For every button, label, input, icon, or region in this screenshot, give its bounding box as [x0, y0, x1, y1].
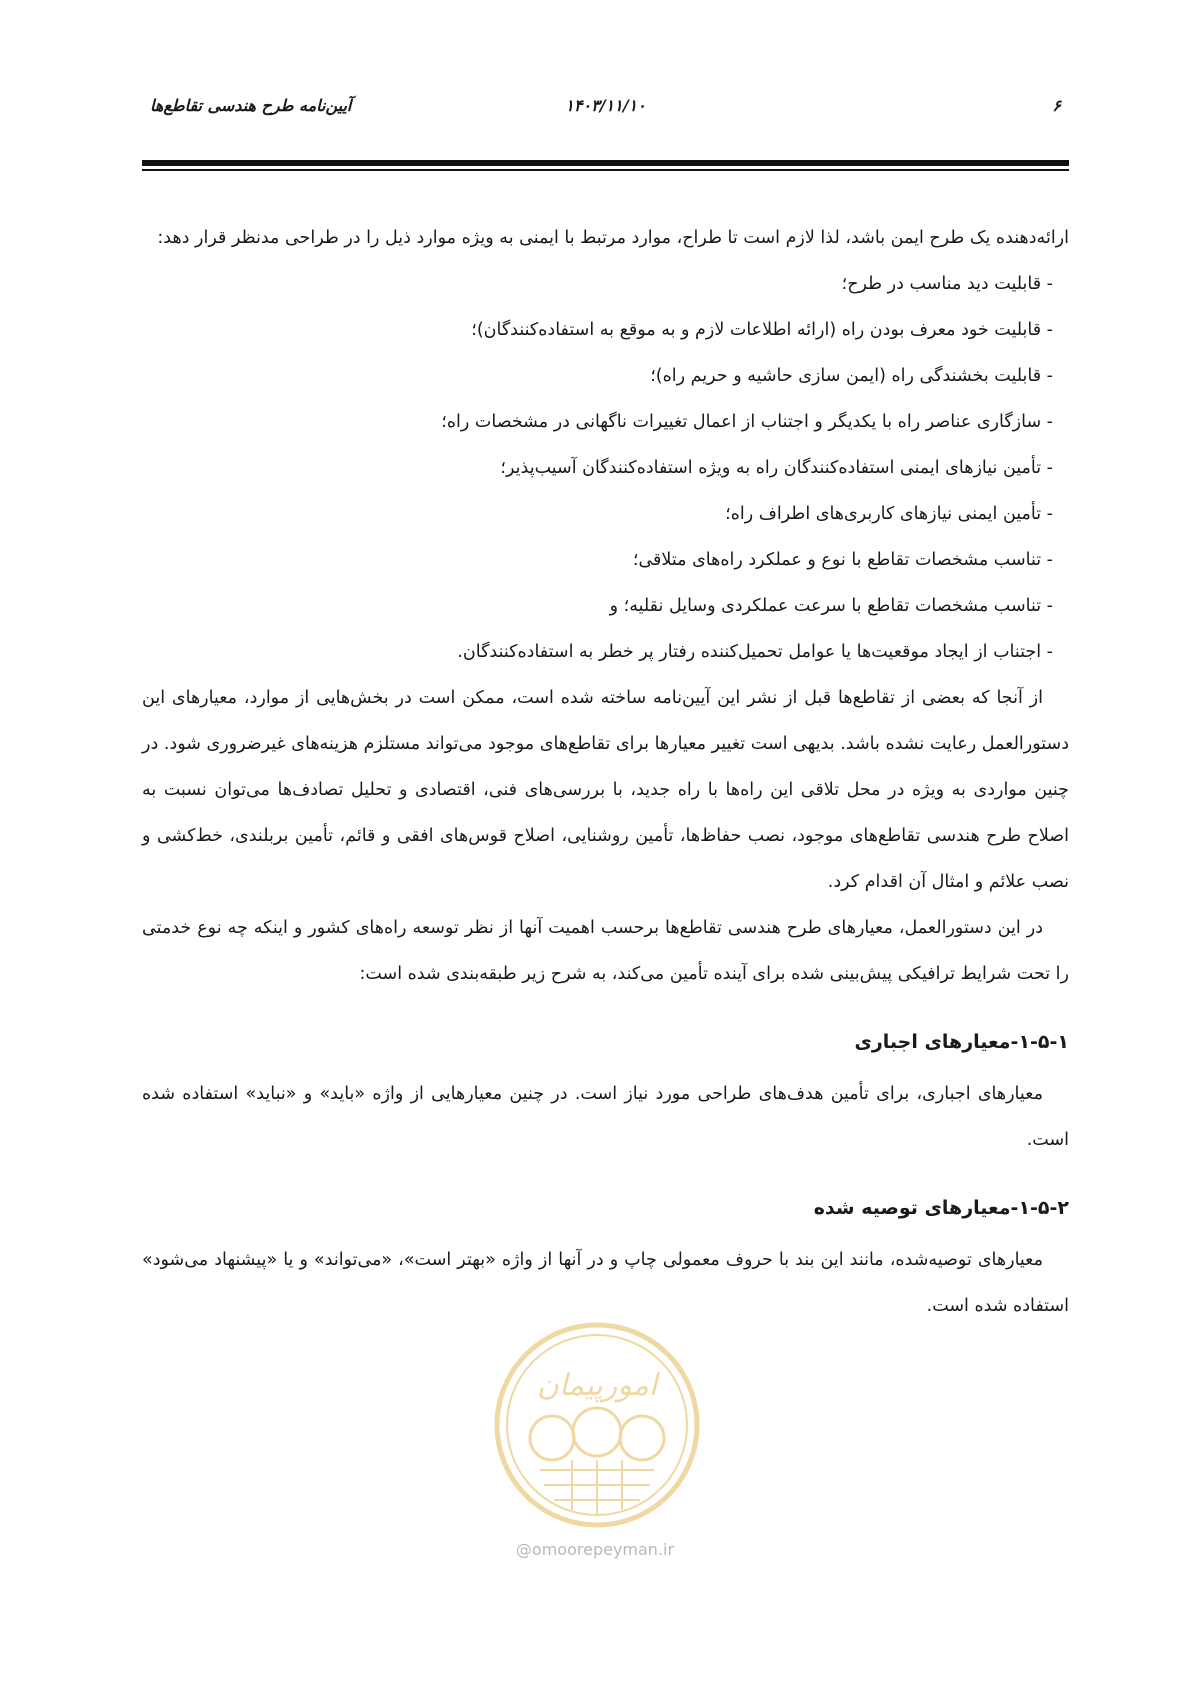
watermark-seal-icon	[492, 1320, 702, 1530]
header-rule-thin	[142, 169, 1069, 171]
header-date: ۱۴۰۳/۱۱/۱۰	[565, 96, 646, 115]
page-number: ۶	[1052, 96, 1061, 115]
mandatory-criteria-paragraph: معیارهای اجباری، برای تأمین هدف‌های طراحی مورد نیاز است. در چنین معیارهایی از واژه «باید» و «نباید» استفاده شده است.	[142, 1084, 1069, 1150]
list-item: - قابلیت دید مناسب در طرح؛	[841, 274, 1053, 294]
list-item: - اجتناب از ایجاد موقعیت‌ها یا عوامل تحمیل‌کننده رفتار پر خطر به استفاده‌کنندگان.	[457, 642, 1053, 662]
existing-intersections-paragraph: از آنجا که بعضی از تقاطع‌ها قبل از نشر این آیین‌نامه ساخته شده است، ممکن است در بخش‌هایی از موارد، معیارهای این دستورالعمل رعایت نشده باشد. بدیهی است تغییر معیارها برای تقاطع‌های موجود می‌تواند مستلزم هزینه‌های غیرضروری شود. در چنین مواردی به ویژه در محل تلاقی این راه‌ها با راه جدید، با بررسی‌های فنی، اقتصادی و تحلیل تصادف‌ها می‌توان نسبت به اصلاح طرح هندسی تقاطع‌های موجود، نصب حفاظ‌ها، تأمین روشنایی، اصلاح قوس‌های افقی و قائم، تأمین بربلندی، خط‌کشی و نصب علائم و امثال آن اقدام کرد.	[142, 688, 1069, 892]
intro-paragraph: ارائه‌دهنده یک طرح ایمن باشد، لذا لازم است تا طراح، موارد مرتبط با ایمنی به ویژه موارد ذیل را در طراحی مدنظر قرار دهد:	[157, 228, 1069, 248]
classification-paragraph: در این دستورالعمل، معیارهای طرح هندسی تقاطع‌ها برحسب اهمیت آنها از نظر توسعه راه‌های کشور و اینکه چه نوع خدمتی را تحت شرایط ترافیکی پیش‌بینی شده برای آینده تأمین می‌کند، به شرح زیر طبقه‌بندی شده است:	[142, 918, 1069, 984]
list-item: - قابلیت بخشندگی راه (ایمن سازی حاشیه و حریم راه)؛	[650, 366, 1053, 386]
watermark-url: @omoorepeyman.ir	[515, 1540, 675, 1559]
page-body	[142, 215, 1069, 1329]
section-heading-recommended: ۱-۵-۲-معیارهای توصیه شده	[813, 1197, 1069, 1219]
recommended-criteria-paragraph: معیارهای توصیه‌شده، مانند این بند با حروف معمولی چاپ و در آنها از واژه «بهتر است»، «می‌تواند» و یا «پیشنهاد می‌شود» استفاده شده است.	[142, 1250, 1069, 1316]
header-rule-thick	[142, 160, 1069, 166]
page-header	[142, 96, 1069, 126]
safety-criteria-list	[142, 261, 1069, 675]
list-item: - تناسب مشخصات تقاطع با نوع و عملکرد راه‌های متلاقی؛	[632, 550, 1053, 570]
list-item: - تأمین ایمنی نیازهای کاربری‌های اطراف راه؛	[725, 504, 1053, 524]
header-title: آیین‌نامه طرح هندسی تقاطع‌ها	[150, 96, 352, 115]
list-item: - تناسب مشخصات تقاطع با سرعت عملکردی وسایل نقلیه؛ و	[609, 596, 1053, 616]
list-item: - قابلیت خود معرف بودن راه (ارائه اطلاعات لازم و به موقع به استفاده‌کنندگان)؛	[471, 320, 1053, 340]
watermark-logo-text: امورپیمان	[536, 1368, 658, 1403]
list-item: - سازگاری عناصر راه با یکدیگر و اجتناب از اعمال تغییرات ناگهانی در مشخصات راه؛	[441, 412, 1053, 432]
list-item: - تأمین نیازهای ایمنی استفاده‌کنندگان راه به ویژه استفاده‌کنندگان آسیب‌پذیر؛	[500, 458, 1053, 478]
section-heading-mandatory: ۱-۵-۱-معیارهای اجباری	[854, 1031, 1069, 1053]
